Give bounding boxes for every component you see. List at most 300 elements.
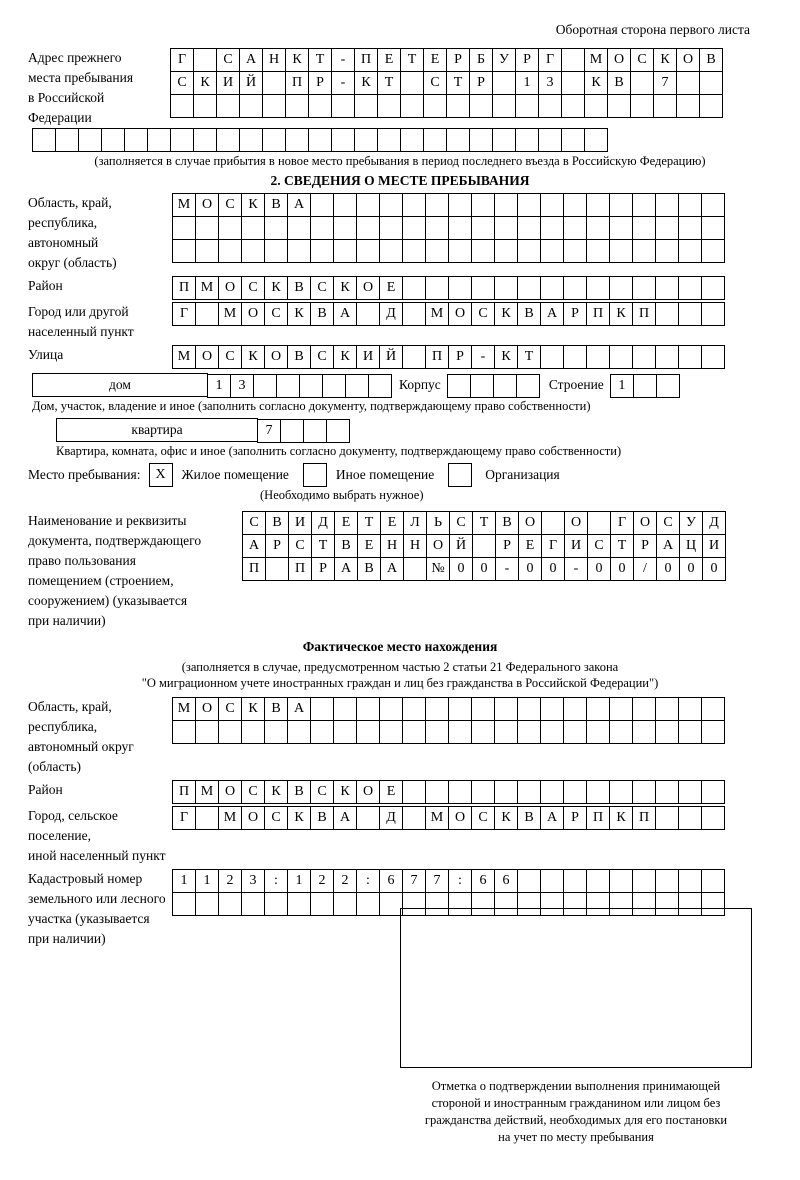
prev-address-cell[interactable]: К	[584, 71, 608, 95]
city-cell[interactable]: В	[517, 302, 541, 326]
cadastral-cell[interactable]	[517, 869, 541, 893]
prev-address-cell[interactable]	[584, 94, 608, 118]
district-cell[interactable]	[701, 276, 725, 300]
actual-region-cell[interactable]	[448, 697, 472, 721]
prev-address-cell[interactable]	[699, 71, 723, 95]
region-cell[interactable]	[586, 216, 610, 240]
document-cell[interactable]: Т	[472, 511, 496, 535]
korpus-cell[interactable]	[516, 374, 540, 398]
actual-district-cell[interactable]	[586, 780, 610, 804]
actual-region-cell[interactable]	[287, 720, 311, 744]
flat-cell[interactable]	[280, 419, 304, 443]
dom-cell[interactable]	[345, 374, 369, 398]
document-cell[interactable]: С	[449, 511, 473, 535]
document-cell[interactable]: Д	[702, 511, 726, 535]
prev-address-cell[interactable]: Т	[446, 71, 470, 95]
district-cell[interactable]	[655, 276, 679, 300]
actual-city-cell[interactable]: С	[471, 806, 495, 830]
region-cell[interactable]	[448, 239, 472, 263]
cadastral-cell[interactable]	[655, 869, 679, 893]
district-cell[interactable]: К	[264, 276, 288, 300]
prev-address-cell[interactable]	[653, 94, 677, 118]
prev-address-cell[interactable]: Й	[239, 71, 263, 95]
prev-address-cell[interactable]: С	[630, 48, 654, 72]
prev-address-cell[interactable]	[239, 94, 263, 118]
actual-region-cell[interactable]	[655, 697, 679, 721]
region-cell[interactable]	[655, 239, 679, 263]
region-cell[interactable]	[333, 193, 357, 217]
prev-address-cell[interactable]: Г	[538, 48, 562, 72]
document-cell[interactable]: Е	[357, 534, 381, 558]
actual-city-cell[interactable]: А	[333, 806, 357, 830]
actual-district-cell[interactable]	[517, 780, 541, 804]
region-cell[interactable]	[379, 193, 403, 217]
cadastral-cell[interactable]: 2	[218, 869, 242, 893]
document-cell[interactable]: Г	[610, 511, 634, 535]
region-cell[interactable]	[517, 193, 541, 217]
document-cell[interactable]: -	[495, 557, 519, 581]
prev-address-cell[interactable]	[193, 48, 217, 72]
document-cell[interactable]: Т	[610, 534, 634, 558]
document-cell[interactable]: И	[702, 534, 726, 558]
document-cell[interactable]: Ц	[679, 534, 703, 558]
region-cell[interactable]	[172, 216, 196, 240]
actual-region-cell[interactable]	[540, 720, 564, 744]
region-cell[interactable]: О	[195, 193, 219, 217]
region-cell[interactable]	[402, 193, 426, 217]
document-cell[interactable]: С	[242, 511, 266, 535]
district-cell[interactable]	[517, 276, 541, 300]
actual-district-cell[interactable]: В	[287, 780, 311, 804]
region-cell[interactable]	[356, 193, 380, 217]
document-cell[interactable]: Т	[311, 534, 335, 558]
prev-address-cell[interactable]: 7	[653, 71, 677, 95]
prev-address-cell[interactable]	[262, 94, 286, 118]
actual-district-cell[interactable]	[448, 780, 472, 804]
document-cell[interactable]: Г	[541, 534, 565, 558]
region-cell[interactable]	[471, 216, 495, 240]
region-cell[interactable]	[241, 239, 265, 263]
dom-cell[interactable]: 1	[207, 374, 231, 398]
cadastral-cell[interactable]	[540, 869, 564, 893]
prev-address-cell[interactable]	[331, 128, 355, 152]
district-cell[interactable]	[494, 276, 518, 300]
document-cell[interactable]: В	[265, 511, 289, 535]
region-cell[interactable]	[195, 239, 219, 263]
actual-region-cell[interactable]	[195, 720, 219, 744]
document-cell[interactable]: В	[357, 557, 381, 581]
prev-address-cell[interactable]: Е	[423, 48, 447, 72]
actual-city-cell[interactable]: Д	[379, 806, 403, 830]
cadastral-cell[interactable]: 2	[310, 869, 334, 893]
document-cell[interactable]: Р	[311, 557, 335, 581]
document-cell[interactable]: Ь	[426, 511, 450, 535]
prev-address-cell[interactable]	[262, 71, 286, 95]
prev-address-cell[interactable]: Е	[377, 48, 401, 72]
prev-address-cell[interactable]	[423, 128, 447, 152]
region-cell[interactable]: В	[264, 193, 288, 217]
document-cell[interactable]: 0	[449, 557, 473, 581]
region-cell[interactable]	[471, 239, 495, 263]
street-cell[interactable]	[701, 345, 725, 369]
dom-cell[interactable]: 3	[230, 374, 254, 398]
prev-address-cell[interactable]	[193, 128, 217, 152]
region-cell[interactable]	[310, 193, 334, 217]
document-cell[interactable]: Е	[334, 511, 358, 535]
region-cell[interactable]	[287, 216, 311, 240]
prev-address-cell[interactable]	[32, 128, 56, 152]
region-cell[interactable]	[379, 239, 403, 263]
region-cell[interactable]	[655, 193, 679, 217]
actual-city-cell[interactable]: Р	[563, 806, 587, 830]
document-cell[interactable]	[403, 557, 427, 581]
city-cell[interactable]: П	[586, 302, 610, 326]
street-cell[interactable]: -	[471, 345, 495, 369]
prev-address-cell[interactable]: В	[607, 71, 631, 95]
prev-address-cell[interactable]: Н	[262, 48, 286, 72]
street-cell[interactable]	[609, 345, 633, 369]
cadastral-cell[interactable]: 1	[195, 869, 219, 893]
city-cell[interactable]: К	[609, 302, 633, 326]
region-cell[interactable]	[494, 216, 518, 240]
actual-district-cell[interactable]: С	[310, 780, 334, 804]
actual-city-cell[interactable]	[701, 806, 725, 830]
prev-address-cell[interactable]	[561, 128, 585, 152]
actual-region-cell[interactable]: С	[218, 697, 242, 721]
actual-region-cell[interactable]	[402, 697, 426, 721]
region-cell[interactable]	[540, 193, 564, 217]
region-cell[interactable]	[333, 239, 357, 263]
actual-region-cell[interactable]	[241, 720, 265, 744]
actual-city-cell[interactable]: С	[264, 806, 288, 830]
region-cell[interactable]	[609, 239, 633, 263]
street-cell[interactable]: И	[356, 345, 380, 369]
district-cell[interactable]: К	[333, 276, 357, 300]
actual-region-cell[interactable]	[678, 697, 702, 721]
street-cell[interactable]	[655, 345, 679, 369]
actual-city-cell[interactable]: В	[517, 806, 541, 830]
actual-district-cell[interactable]: Е	[379, 780, 403, 804]
actual-district-cell[interactable]	[471, 780, 495, 804]
document-cell[interactable]	[265, 557, 289, 581]
cadastral-cell[interactable]: 7	[425, 869, 449, 893]
prev-address-cell[interactable]: Т	[400, 48, 424, 72]
district-cell[interactable]	[402, 276, 426, 300]
region-cell[interactable]	[333, 216, 357, 240]
prev-address-cell[interactable]	[515, 94, 539, 118]
region-cell[interactable]	[586, 239, 610, 263]
actual-region-cell[interactable]	[402, 720, 426, 744]
document-cell[interactable]: С	[587, 534, 611, 558]
actual-region-cell[interactable]	[609, 720, 633, 744]
prev-address-cell[interactable]	[584, 128, 608, 152]
cadastral-cell[interactable]	[287, 892, 311, 916]
korpus-cell[interactable]	[493, 374, 517, 398]
cadastral-cell[interactable]	[678, 869, 702, 893]
document-cell[interactable]: 0	[610, 557, 634, 581]
actual-district-cell[interactable]: П	[172, 780, 196, 804]
actual-region-cell[interactable]	[310, 720, 334, 744]
prev-address-cell[interactable]: 3	[538, 71, 562, 95]
actual-region-cell[interactable]	[425, 697, 449, 721]
prev-address-cell[interactable]	[423, 94, 447, 118]
actual-region-cell[interactable]	[494, 697, 518, 721]
region-cell[interactable]	[632, 193, 656, 217]
document-cell[interactable]: А	[242, 534, 266, 558]
actual-region-cell[interactable]	[678, 720, 702, 744]
street-cell[interactable]: М	[172, 345, 196, 369]
street-cell[interactable]: К	[333, 345, 357, 369]
region-cell[interactable]	[425, 216, 449, 240]
prev-address-cell[interactable]: 1	[515, 71, 539, 95]
document-cell[interactable]: Т	[357, 511, 381, 535]
prev-address-cell[interactable]: Т	[308, 48, 332, 72]
actual-region-cell[interactable]	[310, 697, 334, 721]
prev-address-cell[interactable]: Б	[469, 48, 493, 72]
cadastral-cell[interactable]: 6	[471, 869, 495, 893]
district-cell[interactable]	[425, 276, 449, 300]
prev-address-cell[interactable]	[308, 128, 332, 152]
city-cell[interactable]: Р	[563, 302, 587, 326]
actual-region-cell[interactable]	[264, 720, 288, 744]
prev-address-cell[interactable]	[699, 94, 723, 118]
prev-address-cell[interactable]: П	[285, 71, 309, 95]
region-cell[interactable]	[448, 193, 472, 217]
actual-district-cell[interactable]: М	[195, 780, 219, 804]
prev-address-cell[interactable]	[308, 94, 332, 118]
region-cell[interactable]	[172, 239, 196, 263]
prev-address-cell[interactable]: С	[170, 71, 194, 95]
actual-region-cell[interactable]: А	[287, 697, 311, 721]
actual-city-cell[interactable]: М	[218, 806, 242, 830]
prev-address-cell[interactable]	[630, 71, 654, 95]
actual-region-cell[interactable]	[563, 697, 587, 721]
prev-address-cell[interactable]	[469, 128, 493, 152]
prev-address-cell[interactable]	[216, 128, 240, 152]
actual-city-cell[interactable]	[195, 806, 219, 830]
street-cell[interactable]	[632, 345, 656, 369]
document-cell[interactable]: А	[380, 557, 404, 581]
actual-district-cell[interactable]	[563, 780, 587, 804]
city-cell[interactable]	[402, 302, 426, 326]
document-cell[interactable]: 0	[702, 557, 726, 581]
document-cell[interactable]: О	[633, 511, 657, 535]
region-cell[interactable]	[218, 239, 242, 263]
document-cell[interactable]: П	[242, 557, 266, 581]
flat-cell[interactable]: 7	[257, 419, 281, 443]
district-cell[interactable]	[563, 276, 587, 300]
street-cell[interactable]	[563, 345, 587, 369]
actual-region-cell[interactable]	[586, 720, 610, 744]
cadastral-cell[interactable]: :	[356, 869, 380, 893]
city-cell[interactable]: К	[494, 302, 518, 326]
prev-address-cell[interactable]: Г	[170, 48, 194, 72]
city-cell[interactable]: Д	[379, 302, 403, 326]
prev-address-cell[interactable]: С	[423, 71, 447, 95]
actual-region-cell[interactable]	[333, 697, 357, 721]
region-cell[interactable]	[356, 239, 380, 263]
document-cell[interactable]: Р	[265, 534, 289, 558]
district-cell[interactable]	[448, 276, 472, 300]
region-cell[interactable]	[678, 216, 702, 240]
prev-address-cell[interactable]	[170, 94, 194, 118]
actual-region-cell[interactable]	[563, 720, 587, 744]
cadastral-cell[interactable]	[701, 869, 725, 893]
region-cell[interactable]	[701, 193, 725, 217]
prev-address-cell[interactable]: О	[676, 48, 700, 72]
prev-address-cell[interactable]: Р	[515, 48, 539, 72]
street-cell[interactable]: О	[195, 345, 219, 369]
street-cell[interactable]: В	[287, 345, 311, 369]
street-cell[interactable]: С	[218, 345, 242, 369]
prev-address-cell[interactable]: М	[584, 48, 608, 72]
document-cell[interactable]: Н	[403, 534, 427, 558]
cadastral-cell[interactable]	[218, 892, 242, 916]
document-cell[interactable]: С	[288, 534, 312, 558]
district-cell[interactable]	[540, 276, 564, 300]
prev-address-cell[interactable]	[101, 128, 125, 152]
cadastral-cell[interactable]	[310, 892, 334, 916]
district-cell[interactable]: Е	[379, 276, 403, 300]
street-cell[interactable]: П	[425, 345, 449, 369]
region-cell[interactable]	[632, 216, 656, 240]
actual-region-cell[interactable]	[609, 697, 633, 721]
prev-address-cell[interactable]	[377, 128, 401, 152]
actual-region-cell[interactable]	[356, 720, 380, 744]
city-cell[interactable]: М	[425, 302, 449, 326]
actual-region-cell[interactable]	[586, 697, 610, 721]
prev-address-cell[interactable]	[216, 94, 240, 118]
prev-address-cell[interactable]	[446, 94, 470, 118]
district-cell[interactable]: М	[195, 276, 219, 300]
actual-district-cell[interactable]: О	[218, 780, 242, 804]
actual-region-cell[interactable]	[701, 720, 725, 744]
prev-address-cell[interactable]: Р	[446, 48, 470, 72]
region-cell[interactable]	[563, 239, 587, 263]
region-cell[interactable]	[517, 239, 541, 263]
region-cell[interactable]	[310, 239, 334, 263]
document-cell[interactable]: -	[564, 557, 588, 581]
actual-district-cell[interactable]	[655, 780, 679, 804]
prev-address-cell[interactable]: И	[216, 71, 240, 95]
region-cell[interactable]	[218, 216, 242, 240]
region-cell[interactable]: К	[241, 193, 265, 217]
street-cell[interactable]: С	[310, 345, 334, 369]
prev-address-cell[interactable]	[446, 128, 470, 152]
prev-address-cell[interactable]	[492, 71, 516, 95]
prev-address-cell[interactable]	[469, 94, 493, 118]
actual-region-cell[interactable]	[701, 697, 725, 721]
actual-region-cell[interactable]	[379, 697, 403, 721]
prev-address-cell[interactable]: А	[239, 48, 263, 72]
actual-region-cell[interactable]	[356, 697, 380, 721]
document-cell[interactable]: Й	[449, 534, 473, 558]
prev-address-cell[interactable]	[492, 128, 516, 152]
prev-address-cell[interactable]	[354, 94, 378, 118]
actual-region-cell[interactable]	[494, 720, 518, 744]
flat-cell[interactable]	[303, 419, 327, 443]
prev-address-cell[interactable]: О	[607, 48, 631, 72]
document-cell[interactable]: Н	[380, 534, 404, 558]
actual-region-cell[interactable]: К	[241, 697, 265, 721]
actual-region-cell[interactable]	[471, 697, 495, 721]
actual-region-cell[interactable]	[471, 720, 495, 744]
actual-city-cell[interactable]: К	[609, 806, 633, 830]
city-cell[interactable]: К	[287, 302, 311, 326]
street-cell[interactable]: Т	[517, 345, 541, 369]
cadastral-cell[interactable]	[172, 892, 196, 916]
actual-region-cell[interactable]	[218, 720, 242, 744]
prev-address-cell[interactable]	[538, 94, 562, 118]
region-cell[interactable]	[517, 216, 541, 240]
prev-address-cell[interactable]	[285, 128, 309, 152]
prev-address-cell[interactable]	[239, 128, 263, 152]
prev-address-cell[interactable]: Р	[308, 71, 332, 95]
actual-district-cell[interactable]	[425, 780, 449, 804]
prev-address-cell[interactable]: К	[285, 48, 309, 72]
city-cell[interactable]: С	[264, 302, 288, 326]
cadastral-cell[interactable]: 6	[379, 869, 403, 893]
actual-district-cell[interactable]	[701, 780, 725, 804]
district-cell[interactable]: О	[218, 276, 242, 300]
region-cell[interactable]	[494, 239, 518, 263]
city-cell[interactable]: О	[241, 302, 265, 326]
city-cell[interactable]: А	[540, 302, 564, 326]
region-cell[interactable]	[264, 216, 288, 240]
district-cell[interactable]	[586, 276, 610, 300]
cadastral-cell[interactable]: 6	[494, 869, 518, 893]
region-cell[interactable]: А	[287, 193, 311, 217]
document-cell[interactable]	[587, 511, 611, 535]
actual-city-cell[interactable]: П	[632, 806, 656, 830]
document-cell[interactable]: А	[334, 557, 358, 581]
actual-region-cell[interactable]	[655, 720, 679, 744]
actual-district-cell[interactable]: О	[356, 780, 380, 804]
city-cell[interactable]	[655, 302, 679, 326]
street-cell[interactable]	[402, 345, 426, 369]
city-cell[interactable]	[678, 302, 702, 326]
region-cell[interactable]	[609, 216, 633, 240]
prev-address-cell[interactable]	[285, 94, 309, 118]
cadastral-cell[interactable]: 7	[402, 869, 426, 893]
stroenie-cell[interactable]	[633, 374, 657, 398]
actual-district-cell[interactable]	[494, 780, 518, 804]
district-cell[interactable]: В	[287, 276, 311, 300]
dom-cell[interactable]	[322, 374, 346, 398]
street-cell[interactable]: О	[264, 345, 288, 369]
prev-address-cell[interactable]: У	[492, 48, 516, 72]
prev-address-cell[interactable]: Р	[469, 71, 493, 95]
prev-address-cell[interactable]	[55, 128, 79, 152]
prev-address-cell[interactable]	[630, 94, 654, 118]
city-cell[interactable]	[195, 302, 219, 326]
region-cell[interactable]	[701, 216, 725, 240]
document-cell[interactable]: 0	[541, 557, 565, 581]
actual-city-cell[interactable]: О	[448, 806, 472, 830]
flat-cell[interactable]	[326, 419, 350, 443]
actual-city-cell[interactable]	[678, 806, 702, 830]
region-cell[interactable]	[563, 216, 587, 240]
prev-address-cell[interactable]	[331, 94, 355, 118]
actual-city-cell[interactable]: А	[540, 806, 564, 830]
city-cell[interactable]: М	[218, 302, 242, 326]
document-cell[interactable]: И	[564, 534, 588, 558]
city-cell[interactable]: П	[632, 302, 656, 326]
cadastral-cell[interactable]: 2	[333, 869, 357, 893]
region-cell[interactable]	[425, 239, 449, 263]
region-cell[interactable]	[287, 239, 311, 263]
district-cell[interactable]: О	[356, 276, 380, 300]
